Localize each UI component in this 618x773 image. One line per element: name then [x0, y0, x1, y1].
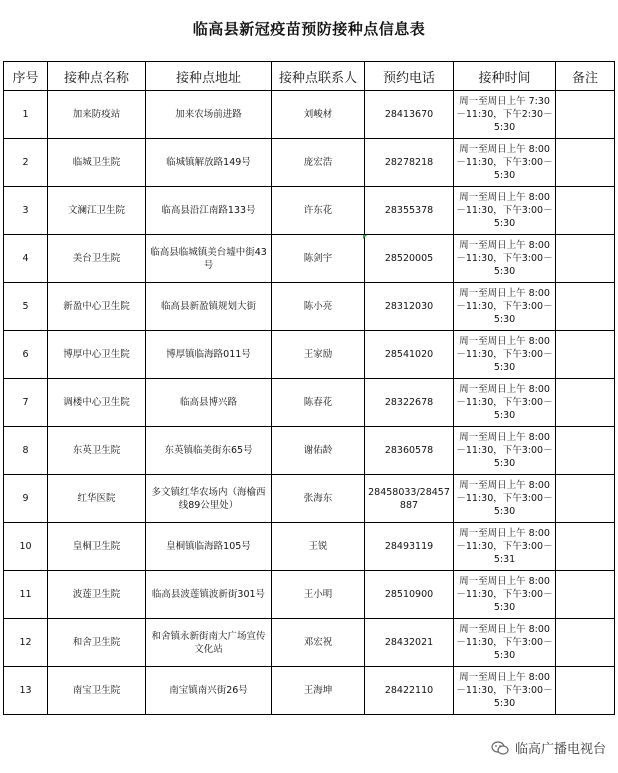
cell-site-name: 美台卫生院	[48, 235, 146, 283]
cell-no: 9	[4, 475, 48, 523]
cell-no: 12	[4, 619, 48, 667]
cell-no: 13	[4, 667, 48, 715]
cell-site-address: 临城镇解放路149号	[146, 139, 272, 187]
cell-time: 周一至周日上午 8:00－11:30，下午3:00－5:30	[454, 187, 556, 235]
cell-no: 11	[4, 571, 48, 619]
cell-note	[556, 91, 615, 139]
table-row	[4, 283, 615, 331]
cell-contact: 邓宏祝	[272, 619, 365, 667]
cell-contact: 陈剑宇	[272, 235, 365, 283]
cell-no: 8	[4, 427, 48, 475]
cell-note	[556, 187, 615, 235]
cell-no: 7	[4, 379, 48, 427]
cell-site-name: 皇桐卫生院	[48, 523, 146, 571]
cell-site-address: 东英镇临美街东65号	[146, 427, 272, 475]
table-row	[4, 571, 615, 619]
cell-phone: 28322678	[365, 379, 454, 427]
cell-note	[556, 427, 615, 475]
cell-no: 4	[4, 235, 48, 283]
cell-contact: 谢佑龄	[272, 427, 365, 475]
cell-no: 3	[4, 187, 48, 235]
cell-site-address: 临高县临城镇美台墟中街43号	[146, 235, 272, 283]
cell-phone: 28432021	[365, 619, 454, 667]
cell-site-name: 调楼中心卫生院	[48, 379, 146, 427]
cell-site-name: 和舍卫生院	[48, 619, 146, 667]
cell-phone: 28312030	[365, 283, 454, 331]
cell-note	[556, 571, 615, 619]
header-contact: 接种点联系人	[272, 62, 365, 91]
header-time: 接种时间	[454, 62, 556, 91]
cell-site-address: 临高县新盈镇规划大街	[146, 283, 272, 331]
cell-phone: 28355378	[365, 187, 454, 235]
cell-contact: 王家励	[272, 331, 365, 379]
cell-time: 周一至周日上午 8:00－11:30，下午3:00－5:30	[454, 235, 556, 283]
header-note: 备注	[556, 62, 615, 91]
cell-site-address: 临高县沿江南路133号	[146, 187, 272, 235]
cell-site-address: 临高县博兴路	[146, 379, 272, 427]
cell-time: 周一至周日上午 8:00－11:30，下午3:00－5:30	[454, 331, 556, 379]
cell-time: 周一至周日上午 8:00－11:30，下午3:00－5:30	[454, 283, 556, 331]
cell-note	[556, 235, 615, 283]
cell-time: 周一至周日上午 8:00－11:30，下午3:00－5:30	[454, 139, 556, 187]
cell-contact: 陈春花	[272, 379, 365, 427]
cell-site-name: 南宝卫生院	[48, 667, 146, 715]
cell-site-address: 临高县波莲镇波新街301号	[146, 571, 272, 619]
cell-phone: 28422110	[365, 667, 454, 715]
cell-site-name: 波莲卫生院	[48, 571, 146, 619]
table-header-row	[4, 62, 615, 91]
table-row	[4, 235, 615, 283]
cell-site-name: 临城卫生院	[48, 139, 146, 187]
cell-contact: 陈小亮	[272, 283, 365, 331]
cell-contact: 王小明	[272, 571, 365, 619]
header-phone: 预约电话	[365, 62, 454, 91]
cell-note	[556, 283, 615, 331]
table-row	[4, 187, 615, 235]
cell-no: 2	[4, 139, 48, 187]
cell-note	[556, 667, 615, 715]
cell-site-address: 加来农场前进路	[146, 91, 272, 139]
table-row	[4, 331, 615, 379]
table-row	[4, 379, 615, 427]
cell-no: 5	[4, 283, 48, 331]
cell-phone: 28278218	[365, 139, 454, 187]
table-row	[4, 139, 615, 187]
cell-phone: 28541020	[365, 331, 454, 379]
table-row	[4, 91, 615, 139]
cell-time: 周一至周日上午 8:00－11:30，下午3:00－5:30	[454, 475, 556, 523]
cell-contact: 王海坤	[272, 667, 365, 715]
cell-site-address: 皇桐镇临海路105号	[146, 523, 272, 571]
cell-site-name: 东英卫生院	[48, 427, 146, 475]
table-row	[4, 523, 615, 571]
cell-contact: 刘峻材	[272, 91, 365, 139]
cell-time: 周一至周日上午 8:00－11:30，下午3:00－5:31	[454, 523, 556, 571]
table-row	[4, 667, 615, 715]
table-row	[4, 619, 615, 667]
cell-site-address: 和舍镇永新街南大广场宣传文化站	[146, 619, 272, 667]
header-site-name: 接种点名称	[48, 62, 146, 91]
footer-watermark	[491, 738, 606, 757]
cell-note	[556, 139, 615, 187]
cell-site-address: 多文镇红华农场内（海榆西线89公里处）	[146, 475, 272, 523]
cell-time: 周一至周日上午 8:00－11:30，下午3:00－5:30	[454, 379, 556, 427]
cell-time: 周一至周日上午 7:30－11:30，下午2:30－5:30	[454, 91, 556, 139]
cell-time: 周一至周日上午 8:00－11:30，下午3:00－5:30	[454, 667, 556, 715]
cell-phone: 28493119	[365, 523, 454, 571]
cell-no: 6	[4, 331, 48, 379]
cell-phone: 28413670	[365, 91, 454, 139]
cell-site-address: 南宝镇南兴街26号	[146, 667, 272, 715]
cell-phone: 28510900	[365, 571, 454, 619]
cell-corner-mark	[363, 235, 367, 239]
page-title: 临高县新冠疫苗预防接种点信息表	[192, 20, 426, 38]
wechat-icon	[491, 741, 509, 755]
cell-time: 周一至周日上午 8:00－11:30，下午3:00－5:30	[454, 427, 556, 475]
cell-phone: 28520005	[365, 235, 454, 283]
cell-site-name: 文澜江卫生院	[48, 187, 146, 235]
cell-note	[556, 523, 615, 571]
table-row	[4, 475, 615, 523]
cell-note	[556, 331, 615, 379]
cell-time: 周一至周日上午 8:00－11:30，下午3:00－5:30	[454, 619, 556, 667]
table-row	[4, 427, 615, 475]
cell-contact: 许东花	[272, 187, 365, 235]
cell-site-name: 新盈中心卫生院	[48, 283, 146, 331]
cell-phone: 28458033/28457887	[365, 475, 454, 523]
cell-phone: 28360578	[365, 427, 454, 475]
cell-note	[556, 379, 615, 427]
vaccination-sites-table	[3, 61, 615, 715]
cell-site-name: 加来防疫站	[48, 91, 146, 139]
cell-contact: 张海东	[272, 475, 365, 523]
cell-site-name: 红华医院	[48, 475, 146, 523]
cell-note	[556, 619, 615, 667]
cell-no: 1	[4, 91, 48, 139]
cell-contact: 王锐	[272, 523, 365, 571]
cell-site-address: 博厚镇临海路011号	[146, 331, 272, 379]
cell-note	[556, 475, 615, 523]
footer-account-name: 临高广播电视台	[514, 742, 606, 757]
cell-contact: 庞宏浩	[272, 139, 365, 187]
header-no: 序号	[4, 62, 48, 91]
cell-site-name: 博厚中心卫生院	[48, 331, 146, 379]
cell-no: 10	[4, 523, 48, 571]
header-site-address: 接种点地址	[146, 62, 272, 91]
cell-time: 周一至周日上午 8:00－11:30，下午3:00－5:30	[454, 571, 556, 619]
